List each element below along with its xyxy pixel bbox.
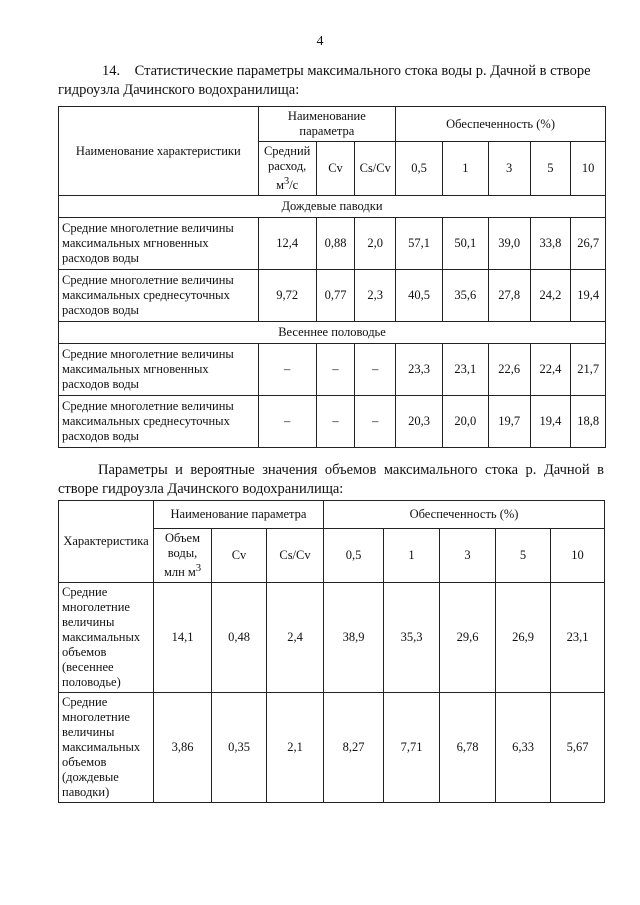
cell-value: 26,7 xyxy=(571,218,606,270)
header-cscv: Cs/Cv xyxy=(267,529,324,583)
row-name: Средние многолетние величины максимальных объемов (дождевые паводки) xyxy=(59,693,154,803)
header-prob-1: 1 xyxy=(384,529,440,583)
table1-caption xyxy=(58,62,604,100)
cell-cv: 0,48 xyxy=(212,583,267,693)
table-row xyxy=(59,396,606,448)
table-row xyxy=(59,344,606,396)
row-name: Средние многолетние величины максимальных мгновенных расходов воды xyxy=(59,218,259,270)
flow-parameters-table xyxy=(58,106,606,448)
row-name: Средние многолетние величины максимальных среднесуточных расходов воды xyxy=(59,270,259,322)
cell-value: 8,27 xyxy=(324,693,384,803)
volume-parameters-table xyxy=(58,500,605,803)
cell-cscv: 2,1 xyxy=(267,693,324,803)
table-row xyxy=(59,218,606,270)
cell-mean: 12,4 xyxy=(258,218,316,270)
cell-value: 40,5 xyxy=(396,270,443,322)
cell-cscv: 2,4 xyxy=(267,583,324,693)
header-prob-10: 10 xyxy=(551,529,605,583)
cell-value: 21,7 xyxy=(571,344,606,396)
header-cscv: Cs/Cv xyxy=(355,142,396,196)
cell-cv: 0,35 xyxy=(212,693,267,803)
cell-cscv: – xyxy=(355,396,396,448)
header-mean-discharge xyxy=(258,142,316,196)
header-prob-10: 10 xyxy=(571,142,606,196)
cell-value: 20,0 xyxy=(442,396,488,448)
cell-value: 35,6 xyxy=(442,270,488,322)
header-parameter-name: Наименование параметра xyxy=(154,501,324,529)
header-mean-label: Средний расход, xyxy=(263,144,311,173)
cell-value: 23,1 xyxy=(551,583,605,693)
header-prob-0-5: 0,5 xyxy=(396,142,443,196)
cell-cv: – xyxy=(316,396,355,448)
header-cv: Cv xyxy=(212,529,267,583)
cell-value: 35,3 xyxy=(384,583,440,693)
header-mean-unit-sup: 3 xyxy=(283,176,290,187)
header-volume xyxy=(154,529,212,583)
cell-cv: 0,88 xyxy=(316,218,355,270)
table-row xyxy=(59,693,605,803)
header-volume-label: Объем воды, млн м xyxy=(163,531,200,580)
section-rain-floods: Дождевые паводки xyxy=(59,196,606,218)
cell-value: 29,6 xyxy=(440,583,496,693)
cell-volume: 14,1 xyxy=(154,583,212,693)
section-spring-flood: Весеннее половодье xyxy=(59,322,606,344)
cell-mean: 9,72 xyxy=(258,270,316,322)
cell-value: 22,6 xyxy=(488,344,530,396)
cell-value: 38,9 xyxy=(324,583,384,693)
table-row xyxy=(59,270,606,322)
header-mean-unit: м xyxy=(276,178,284,193)
cell-value: 27,8 xyxy=(488,270,530,322)
table-row xyxy=(59,583,605,693)
cell-value: 33,8 xyxy=(530,218,571,270)
header-volume-sup: 3 xyxy=(195,563,202,574)
cell-cscv: 2,0 xyxy=(355,218,396,270)
cell-value: 39,0 xyxy=(488,218,530,270)
header-prob-5: 5 xyxy=(496,529,551,583)
cell-value: 24,2 xyxy=(530,270,571,322)
cell-value: 6,33 xyxy=(496,693,551,803)
header-prob-3: 3 xyxy=(488,142,530,196)
header-prob-1: 1 xyxy=(442,142,488,196)
cell-cscv: 2,3 xyxy=(355,270,396,322)
cell-value: 7,71 xyxy=(384,693,440,803)
header-characteristic: Характеристика xyxy=(59,501,154,583)
header-probability: Обеспеченность (%) xyxy=(324,501,605,529)
cell-value: 5,67 xyxy=(551,693,605,803)
header-prob-3: 3 xyxy=(440,529,496,583)
header-prob-0-5: 0,5 xyxy=(324,529,384,583)
header-parameter-name: Наименование параметра xyxy=(258,107,395,142)
cell-volume: 3,86 xyxy=(154,693,212,803)
cell-mean: – xyxy=(258,396,316,448)
cell-value: 20,3 xyxy=(396,396,443,448)
header-mean-unit-tail: /с xyxy=(289,178,299,193)
table1-caption-number: 14. xyxy=(102,63,121,79)
header-characteristic: Наименование характеристики xyxy=(59,107,259,196)
cell-value: 6,78 xyxy=(440,693,496,803)
cell-value: 57,1 xyxy=(396,218,443,270)
header-cv: Cv xyxy=(316,142,355,196)
row-name: Средние многолетние величины максимальных мгновенных расходов воды xyxy=(59,344,259,396)
table1-caption-text: Статистические параметры максимального стока воды р. Дачной в створе гидроузла Дачинского водохранилища: xyxy=(58,63,591,98)
cell-cv: 0,77 xyxy=(316,270,355,322)
page-number: 4 xyxy=(316,34,324,49)
row-name: Средние многолетние величины максимальных среднесуточных расходов воды xyxy=(59,396,259,448)
table2-caption xyxy=(58,461,604,499)
row-name: Средние многолетние величины максимальных объемов (весеннее половодье) xyxy=(59,583,154,693)
cell-value: 50,1 xyxy=(442,218,488,270)
cell-value: 19,4 xyxy=(571,270,606,322)
header-prob-5: 5 xyxy=(530,142,571,196)
cell-value: 18,8 xyxy=(571,396,606,448)
cell-value: 19,7 xyxy=(488,396,530,448)
cell-value: 22,4 xyxy=(530,344,571,396)
header-probability: Обеспеченность (%) xyxy=(396,107,606,142)
cell-value: 19,4 xyxy=(530,396,571,448)
cell-cscv: – xyxy=(355,344,396,396)
cell-mean: – xyxy=(258,344,316,396)
cell-value: 26,9 xyxy=(496,583,551,693)
cell-value: 23,1 xyxy=(442,344,488,396)
cell-value: 23,3 xyxy=(396,344,443,396)
table2-caption-text: Параметры и вероятные значения объемов максимального стока р. Дачной в створе гидроузла Дачинского водохранилища: xyxy=(58,462,604,497)
cell-cv: – xyxy=(316,344,355,396)
